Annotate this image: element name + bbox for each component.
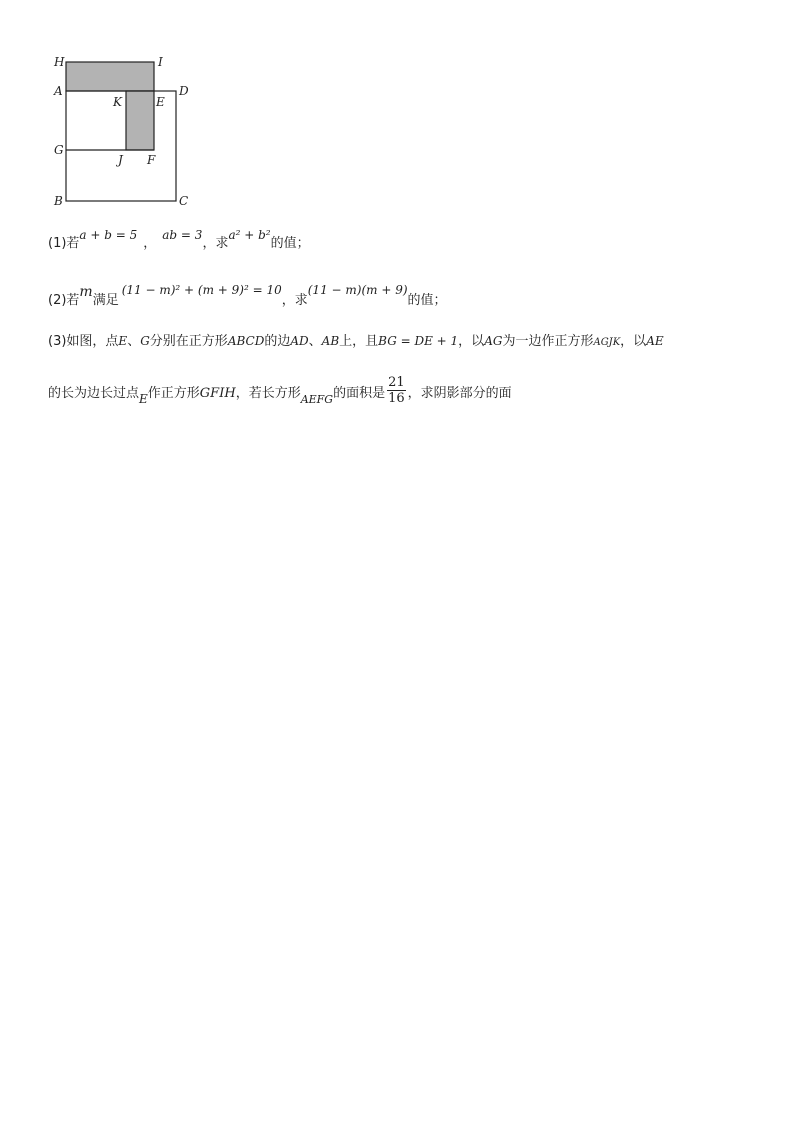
q3-rect-aefg: AEFG bbox=[300, 393, 334, 406]
q3-text-c: 的边 bbox=[264, 334, 291, 349]
q3-square-gfih: GFIH bbox=[199, 386, 236, 401]
q3-text-f: ，以 bbox=[458, 334, 485, 349]
q3-side-ab: AB bbox=[321, 334, 340, 348]
label-b: B bbox=[54, 194, 63, 208]
q2-number: (2)若 bbox=[48, 293, 80, 308]
q3-text-l2e: ，求阴影部分的面 bbox=[407, 386, 512, 401]
q3-point-e-2: E bbox=[139, 392, 148, 406]
shaded-top-rect bbox=[66, 62, 154, 91]
label-e: E bbox=[156, 95, 165, 109]
geometry-figure bbox=[40, 50, 200, 215]
label-j: J bbox=[118, 153, 123, 167]
label-g: G bbox=[54, 143, 64, 157]
q3-area-fraction bbox=[387, 375, 406, 406]
q3-text-e: 上，且 bbox=[339, 334, 379, 349]
q3-intro: (3)如图，点 bbox=[48, 334, 119, 349]
q3-square-agjk: AGJK bbox=[593, 337, 621, 348]
fraction-numerator: 21 bbox=[388, 375, 405, 390]
label-a: A bbox=[54, 84, 63, 98]
q3-text-l2d: 的面积是 bbox=[333, 386, 386, 401]
q1-expr-target: a² + b² bbox=[228, 228, 271, 242]
q2-var-m: m bbox=[79, 284, 93, 300]
question-3-line-1 bbox=[48, 330, 664, 349]
q3-point-e: E bbox=[118, 334, 128, 348]
fraction-denominator: 16 bbox=[388, 391, 405, 406]
question-2 bbox=[48, 283, 447, 308]
q3-text-d: 、 bbox=[308, 334, 322, 349]
q3-text-l2a: 的长为边长过点 bbox=[48, 386, 140, 401]
q1-tail: 的值； bbox=[270, 236, 310, 251]
q2-equation: (11 − m)² + (m + 9)² = 10 bbox=[121, 283, 282, 297]
q3-condition: BG = DE + 1 bbox=[378, 334, 459, 348]
label-f: F bbox=[147, 153, 156, 167]
q2-target-expr: (11 − m)(m + 9) bbox=[307, 283, 408, 297]
question-3-line-2 bbox=[48, 375, 512, 409]
label-i: I bbox=[158, 55, 163, 69]
q3-side-ag: AG bbox=[484, 334, 503, 348]
label-k: K bbox=[113, 95, 122, 109]
q3-point-g: G bbox=[140, 334, 150, 348]
q1-expr-sum: a + b = 5 bbox=[79, 228, 138, 242]
q3-text-l2b: 作正方形 bbox=[147, 386, 200, 401]
q3-text-g: 为一边作正方形 bbox=[502, 334, 594, 349]
q3-side-ae: AE bbox=[646, 334, 664, 348]
label-h: H bbox=[54, 55, 65, 69]
label-d: D bbox=[179, 84, 189, 98]
q3-square-abcd: ABCD bbox=[227, 334, 265, 348]
label-c: C bbox=[179, 194, 189, 208]
q3-text-h: ，以 bbox=[620, 334, 647, 349]
q2-tail: 的值； bbox=[407, 293, 447, 308]
q3-sep: 、 bbox=[127, 334, 141, 349]
q3-text-l2c: ，若长方形 bbox=[235, 386, 301, 401]
q3-text-b: 分别在正方形 bbox=[149, 334, 228, 349]
q1-mid: ，求 bbox=[202, 236, 229, 251]
shaded-side-rect bbox=[126, 91, 154, 150]
q2-mid1: 满足 bbox=[92, 293, 119, 308]
q2-mid2: ，求 bbox=[281, 293, 308, 308]
q3-side-ad: AD bbox=[290, 334, 309, 348]
q1-expr-product: ab = 3 bbox=[162, 228, 203, 242]
q1-number: (1)若 bbox=[48, 236, 80, 251]
question-1 bbox=[48, 228, 310, 251]
q1-sep: ， bbox=[143, 236, 157, 251]
